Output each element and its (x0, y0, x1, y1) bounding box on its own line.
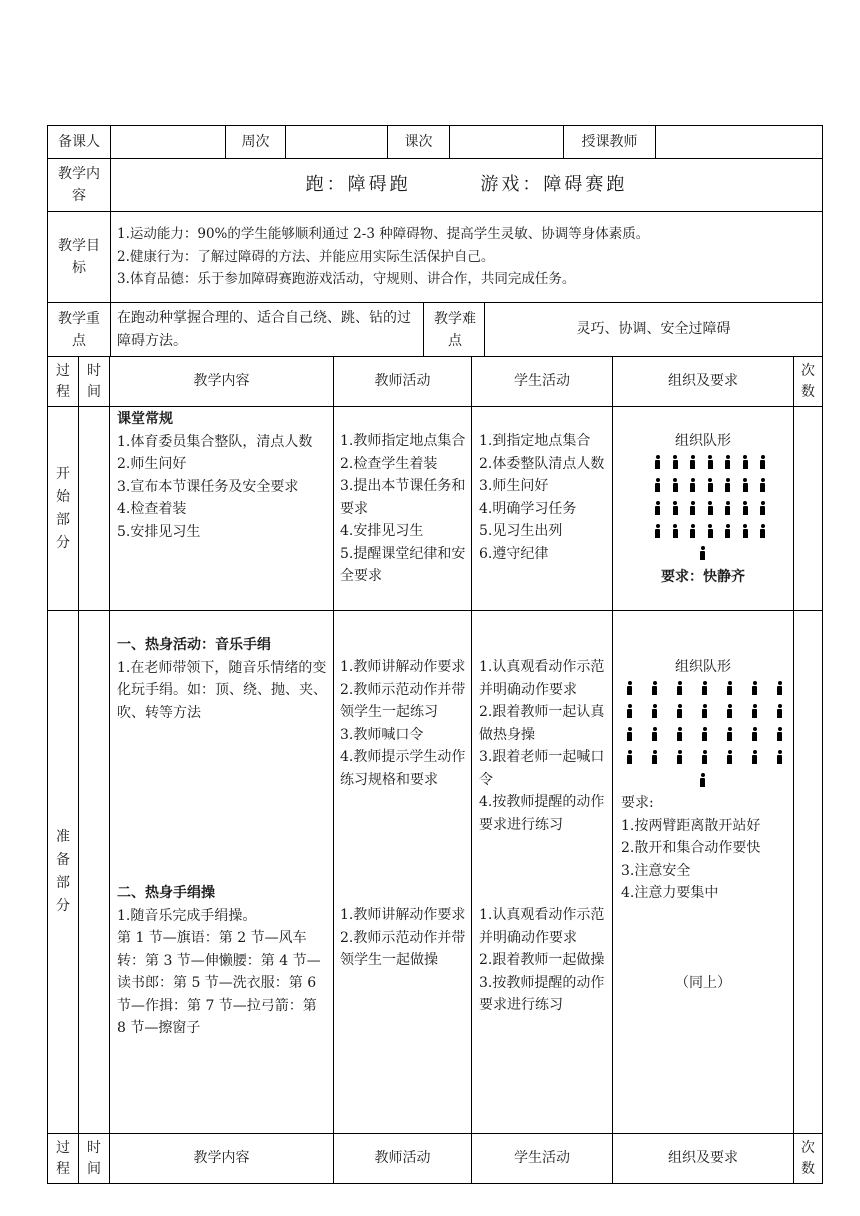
goals-label: 教学目标 (58, 238, 100, 276)
prep-section-label: 准备部分 (56, 829, 70, 914)
person-icon (742, 455, 749, 469)
prep-org-req-item: 3.注意安全 (621, 862, 691, 879)
col-org: 组织及要求 (668, 373, 738, 390)
person-icon (776, 681, 783, 695)
prep-part2-student-item: 3.按教师提醒的动作要求进行练习 (479, 974, 605, 1013)
start-student (479, 430, 609, 565)
person-icon (742, 478, 749, 492)
teacher-label: 授课教师 (581, 133, 638, 150)
prep-part1-teacher-item: 1.教师讲解动作要求 (340, 659, 466, 675)
person-icon (626, 727, 633, 741)
person-icon (751, 727, 758, 741)
teacher-person-icon (699, 546, 706, 560)
start-student-item: 2.体委整队清点人数 (479, 455, 605, 472)
prep-part2-student-item: 1.认真观看动作示范并明确动作要求 (479, 907, 605, 946)
hline (47, 610, 823, 611)
person-icon (751, 681, 758, 695)
person-icon (676, 681, 683, 695)
preparer-value[interactable] (111, 126, 225, 158)
person-icon (742, 524, 749, 538)
start-content-item: 1.体育委员集合整队，清点人数 (117, 433, 313, 450)
footer-col-org: 组织及要求 (668, 1150, 738, 1167)
hline (47, 211, 823, 212)
person-icon (724, 478, 731, 492)
person-icon (724, 501, 731, 515)
prep-org-req-title: 要求: (621, 795, 654, 811)
prep-org-req-item: 1.按两臂距离散开站好 (621, 817, 761, 834)
prep-part2-teacher (340, 904, 468, 972)
prep-part1-teacher-item: 4.教师提示学生动作练习规格和要求 (340, 749, 466, 788)
prep-part2-content (117, 882, 329, 1040)
prep-part1-content (117, 634, 329, 724)
goals-list (117, 223, 817, 291)
vline (471, 356, 472, 1184)
person-icon (672, 455, 679, 469)
prep-part2-teacher-item: 1.教师讲解动作要求 (340, 907, 466, 923)
start-org-requirement: 要求：快静齐 (661, 569, 745, 585)
person-icon (651, 727, 658, 741)
start-student-item: 6.遵守纪律 (479, 545, 549, 562)
person-icon (689, 524, 696, 538)
prep-part1-student (479, 656, 609, 836)
prep-part2-title: 二、热身手绢操 (117, 885, 215, 901)
col-time: 时间 (87, 362, 101, 400)
person-icon (689, 478, 696, 492)
person-icon (651, 750, 658, 764)
prep-part2-item: 1.随音乐完成手绢操。 (117, 907, 257, 924)
person-icon (651, 681, 658, 695)
footer-col-teacher: 教师活动 (374, 1150, 431, 1167)
person-icon (751, 704, 758, 718)
prep-part1-student-item: 2.跟着教师一起认真做热身操 (479, 704, 605, 743)
person-icon (759, 524, 766, 538)
start-student-item: 3.师生问好 (479, 478, 549, 494)
prep-part1-teacher (340, 656, 468, 791)
lesson-label: 课次 (404, 133, 433, 150)
person-icon (701, 750, 708, 764)
week-label: 周次 (241, 133, 270, 150)
start-content-item: 2.师生问好 (117, 456, 187, 472)
person-icon (776, 727, 783, 741)
person-icon (707, 478, 714, 492)
person-icon (626, 750, 633, 764)
person-icon (626, 681, 633, 695)
person-icon (726, 750, 733, 764)
start-content-item: 5.安排见习生 (117, 523, 201, 540)
week-value[interactable] (286, 126, 387, 158)
footer-col-count: 次数 (801, 1139, 815, 1177)
person-icon (626, 704, 633, 718)
vline (423, 302, 424, 356)
person-icon (701, 681, 708, 695)
footer-col-student: 学生活动 (514, 1150, 570, 1167)
start-content-item: 3.宣布本节课任务及安全要求 (117, 478, 299, 495)
start-teacher (340, 430, 468, 588)
goal-item: 1.运动能力：90%的学生能够顺利通过 2-3 种障碍物、提高学生灵敏、协调等身体素质。 (117, 226, 650, 242)
person-icon (654, 455, 661, 469)
person-icon (676, 750, 683, 764)
person-icon (759, 455, 766, 469)
prep-part2-teacher-item: 2.教师示范动作并带领学生一起做操 (340, 929, 466, 968)
person-icon (726, 681, 733, 695)
prep-org-req-item: 4.注意力要集中 (621, 885, 719, 901)
person-icon (651, 704, 658, 718)
footer-col-content: 教学内容 (193, 1150, 250, 1167)
person-icon (672, 478, 679, 492)
person-icon (724, 455, 731, 469)
lesson-value[interactable] (450, 126, 563, 158)
col-process: 过程 (56, 362, 70, 400)
footer-col-process: 过程 (56, 1139, 70, 1177)
prep-part1-student-item: 3.跟着老师一起喊口令 (479, 749, 605, 788)
goal-item: 2.健康行为：了解过障碍的方法、并能应用实际生活保护自己。 (117, 248, 495, 265)
col-content: 教学内容 (193, 373, 250, 390)
person-icon (676, 704, 683, 718)
person-icon (689, 501, 696, 515)
prep-org-same: （同上） (675, 975, 731, 991)
start-teacher-item: 2.检查学生着装 (340, 455, 438, 472)
person-icon (726, 727, 733, 741)
key-label: 教学重点 (58, 310, 100, 349)
person-icon (701, 727, 708, 741)
start-formation (613, 455, 793, 565)
person-icon (707, 455, 714, 469)
person-icon (707, 524, 714, 538)
person-icon (726, 704, 733, 718)
teacher-value[interactable] (656, 126, 822, 158)
person-icon (689, 455, 696, 469)
col-count: 次数 (801, 362, 815, 400)
teacher-person-icon (699, 773, 706, 787)
start-org-title: 组织队形 (675, 433, 731, 449)
vline (822, 125, 823, 1184)
prep-org-title: 组织队形 (675, 659, 731, 675)
vline (78, 356, 79, 1184)
prep-part1-teacher-item: 2.教师示范动作并带领学生一起练习 (340, 681, 466, 720)
start-student-item: 5.见习生出列 (479, 523, 563, 539)
start-teacher-item: 1.教师指定地点集合 (340, 433, 466, 449)
start-teacher-item: 3.提出本节课任务和要求 (340, 478, 466, 517)
start-content-title: 课堂常规 (117, 411, 173, 427)
start-student-item: 1.到指定地点集合 (479, 433, 591, 449)
footer-col-time: 时间 (87, 1139, 101, 1177)
person-icon (776, 750, 783, 764)
vline (793, 356, 794, 1184)
start-teacher-item: 5.提醒课堂纪律和安全要求 (340, 545, 466, 584)
prep-part1-student-item: 4.按教师提醒的动作要求进行练习 (479, 794, 605, 833)
prep-part2-student-item: 2.跟着教师一起做操 (479, 952, 605, 968)
col-teacher: 教师活动 (374, 373, 431, 390)
person-icon (672, 501, 679, 515)
goal-item: 3.体育品德：乐于参加障碍赛跑游戏活动，守规则、讲合作，共同完成任务。 (117, 271, 576, 287)
start-content (117, 408, 331, 543)
prep-formation (613, 681, 793, 791)
person-icon (676, 727, 683, 741)
content-label: 教学内容 (58, 166, 100, 204)
person-icon (759, 501, 766, 515)
prep-org-requirements (621, 792, 791, 905)
vline (333, 356, 334, 1184)
person-icon (759, 478, 766, 492)
prep-part1-item: 1.在老师带领下，随音乐情绪的变化玩手绢。如：顶、绕、抛、夹、吹、转等方法 (117, 659, 327, 721)
prep-part2-student (479, 904, 609, 1017)
start-section-label: 开始部分 (56, 465, 70, 551)
vline (47, 125, 48, 1184)
hline (47, 406, 823, 407)
person-icon (742, 501, 749, 515)
person-icon (724, 524, 731, 538)
vline (109, 356, 110, 1184)
difficulty-label: 教学难点 (434, 310, 476, 349)
col-student: 学生活动 (514, 373, 570, 390)
start-student-item: 4.明确学习任务 (479, 500, 577, 517)
person-icon (776, 704, 783, 718)
person-icon (654, 524, 661, 538)
difficulty-text: 灵巧、协调、安全过障碍 (576, 321, 731, 338)
key-text: 在跑动种掌握合理的、适合自己绕、跳、钻的过障碍方法。 (117, 310, 411, 349)
hline (47, 1183, 823, 1184)
person-icon (701, 704, 708, 718)
person-icon (654, 478, 661, 492)
content-text: 跑：障碍跑 游戏：障碍赛跑 (305, 173, 628, 195)
start-teacher-item: 4.安排见习生 (340, 523, 424, 539)
start-content-item: 4.检查着装 (117, 501, 187, 517)
person-icon (654, 501, 661, 515)
prep-org-req-item: 2.散开和集合动作要快 (621, 840, 761, 856)
person-icon (751, 750, 758, 764)
prep-part1-teacher-item: 3.教师喊口令 (340, 726, 424, 743)
person-icon (707, 501, 714, 515)
prep-part1-student-item: 1.认真观看动作示范并明确动作要求 (479, 659, 605, 698)
person-icon (672, 524, 679, 538)
prep-part2-item: 第 1 节—旗语：第 2 节—风车转：第 3 节—伸懒腰：第 4 节—读书郎：第 5 节—洗衣服：第 6 节—作揖：第 7 节—拉弓箭：第 8 节—擦窗子 (117, 930, 321, 1036)
prep-part1-title: 一、热身活动：音乐手绢 (117, 637, 271, 653)
preparer-label: 备课人 (58, 133, 100, 150)
